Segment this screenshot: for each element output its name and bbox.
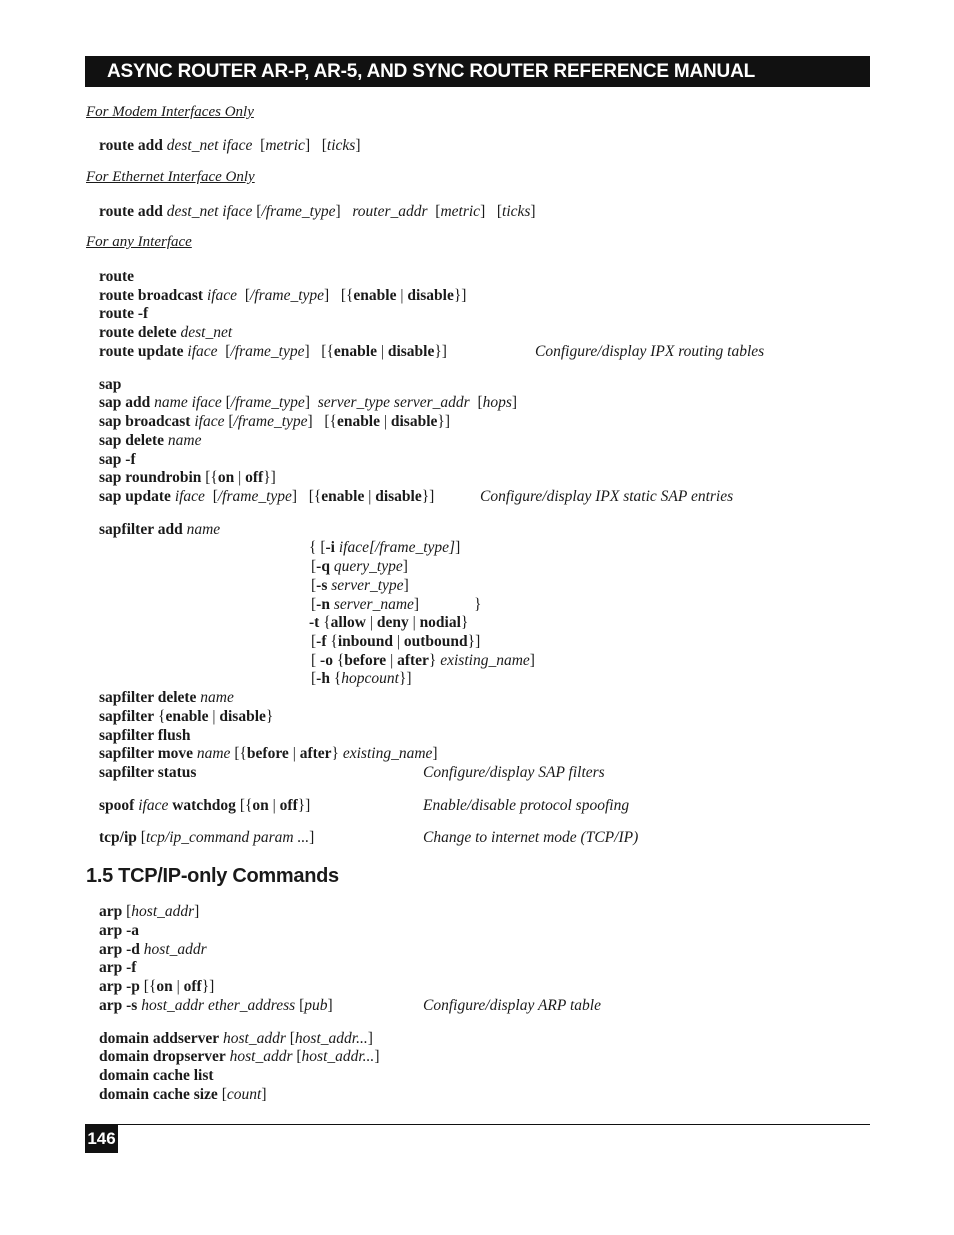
cmd-route-flush: route -f — [99, 305, 149, 322]
section-heading: 1.5 TCP/IP-only Commands — [86, 865, 339, 887]
cmd-arp-p: arp -p [{on | off}] — [99, 978, 215, 995]
desc-route: Configure/display IPX routing tables — [535, 343, 765, 360]
cmd-route-delete: route delete dest_net — [99, 324, 233, 341]
cmd-sapfilter-status: sapfilter status — [99, 764, 197, 781]
cmd-sap-add: sap add name iface [/frame_type] server_type server_addr [hops] — [99, 394, 518, 411]
sapfilter-opt-o: [ -o {before | after} existing_name] — [311, 652, 535, 669]
cmd-route-update: route update iface [/frame_type] [{enable | disable}] — [99, 343, 447, 360]
cmd-sap-update: sap update iface [/frame_type] [{enable | disable}] — [99, 488, 435, 505]
sapfilter-opt-q: [-q query_type] — [311, 558, 408, 575]
cmd-sap-delete: sap delete name — [99, 432, 202, 449]
cmd-sap-roundrobin: sap roundrobin [{on | off}] — [99, 469, 276, 486]
desc-sap: Configure/display IPX static SAP entries — [480, 488, 734, 505]
page-number: 146 — [85, 1125, 118, 1153]
cmd-sapfilter-delete: sapfilter delete name — [99, 689, 234, 706]
cmd-route-add-modem: route add dest_net iface [metric] [ticks] — [99, 137, 361, 154]
cmd-arp-d: arp -d host_addr — [99, 941, 207, 958]
cmd-domain-cache-list: domain cache list — [99, 1067, 214, 1084]
cmd-arp-a: arp -a — [99, 922, 140, 939]
desc-arp: Configure/display ARP table — [423, 997, 601, 1014]
desc-spoof: Enable/disable protocol spoofing — [423, 797, 630, 814]
cmd-domain-addserver: domain addserver host_addr [host_addr...] — [99, 1030, 373, 1047]
cmd-route: route — [99, 268, 135, 285]
sapfilter-opt-s: [-s server_type] — [311, 577, 409, 594]
cmd-tcpip: tcp/ip [tcp/ip_command param ...] — [99, 829, 315, 846]
sapfilter-opt-f: [-f {inbound | outbound}] — [311, 633, 481, 650]
cmd-arp-f: arp -f — [99, 959, 137, 976]
sapfilter-opt-t: -t {allow | deny | nodial} — [309, 614, 469, 631]
cmd-sap: sap — [99, 376, 122, 393]
sapfilter-opt-h: [-h {hopcount}] — [311, 670, 412, 687]
sapfilter-opt-n: [-n server_name] — [311, 596, 420, 613]
sapfilter-brace-close: } — [474, 596, 482, 613]
cmd-sapfilter-toggle: sapfilter {enable | disable} — [99, 708, 274, 725]
subhead-ethernet: For Ethernet Interface Only — [86, 169, 255, 185]
cmd-sapfilter-move: sapfilter move name [{before | after} existing_name] — [99, 745, 438, 762]
cmd-domain-dropserver: domain dropserver host_addr [host_addr...] — [99, 1048, 380, 1065]
cmd-sap-broadcast: sap broadcast iface [/frame_type] [{enable | disable}] — [99, 413, 450, 430]
cmd-sapfilter-flush: sapfilter flush — [99, 727, 191, 744]
subhead-any: For any Interface — [86, 234, 192, 250]
running-header: ASYNC ROUTER AR-P, AR-5, AND SYNC ROUTER REFERENCE MANUAL — [85, 56, 870, 87]
footer-rule — [85, 1124, 870, 1125]
sapfilter-opt-i: { [-i iface[/frame_type]] — [309, 539, 461, 556]
desc-sapfilter: Configure/display SAP filters — [423, 764, 605, 781]
cmd-domain-cache-size: domain cache size [count] — [99, 1086, 267, 1103]
desc-tcpip: Change to internet mode (TCP/IP) — [423, 829, 639, 846]
cmd-arp-s: arp -s host_addr ether_address [pub] — [99, 997, 333, 1014]
cmd-sap-flush: sap -f — [99, 451, 136, 468]
cmd-sapfilter-add: sapfilter add name — [99, 521, 221, 538]
subhead-modem: For Modem Interfaces Only — [86, 104, 254, 120]
cmd-spoof: spoof iface watchdog [{on | off}] — [99, 797, 311, 814]
cmd-route-broadcast: route broadcast iface [/frame_type] [{enable | disable}] — [99, 287, 467, 304]
cmd-route-add-ethernet: route add dest_net iface [/frame_type] router_addr [metric] [ticks] — [99, 203, 536, 220]
cmd-arp: arp [host_addr] — [99, 903, 200, 920]
